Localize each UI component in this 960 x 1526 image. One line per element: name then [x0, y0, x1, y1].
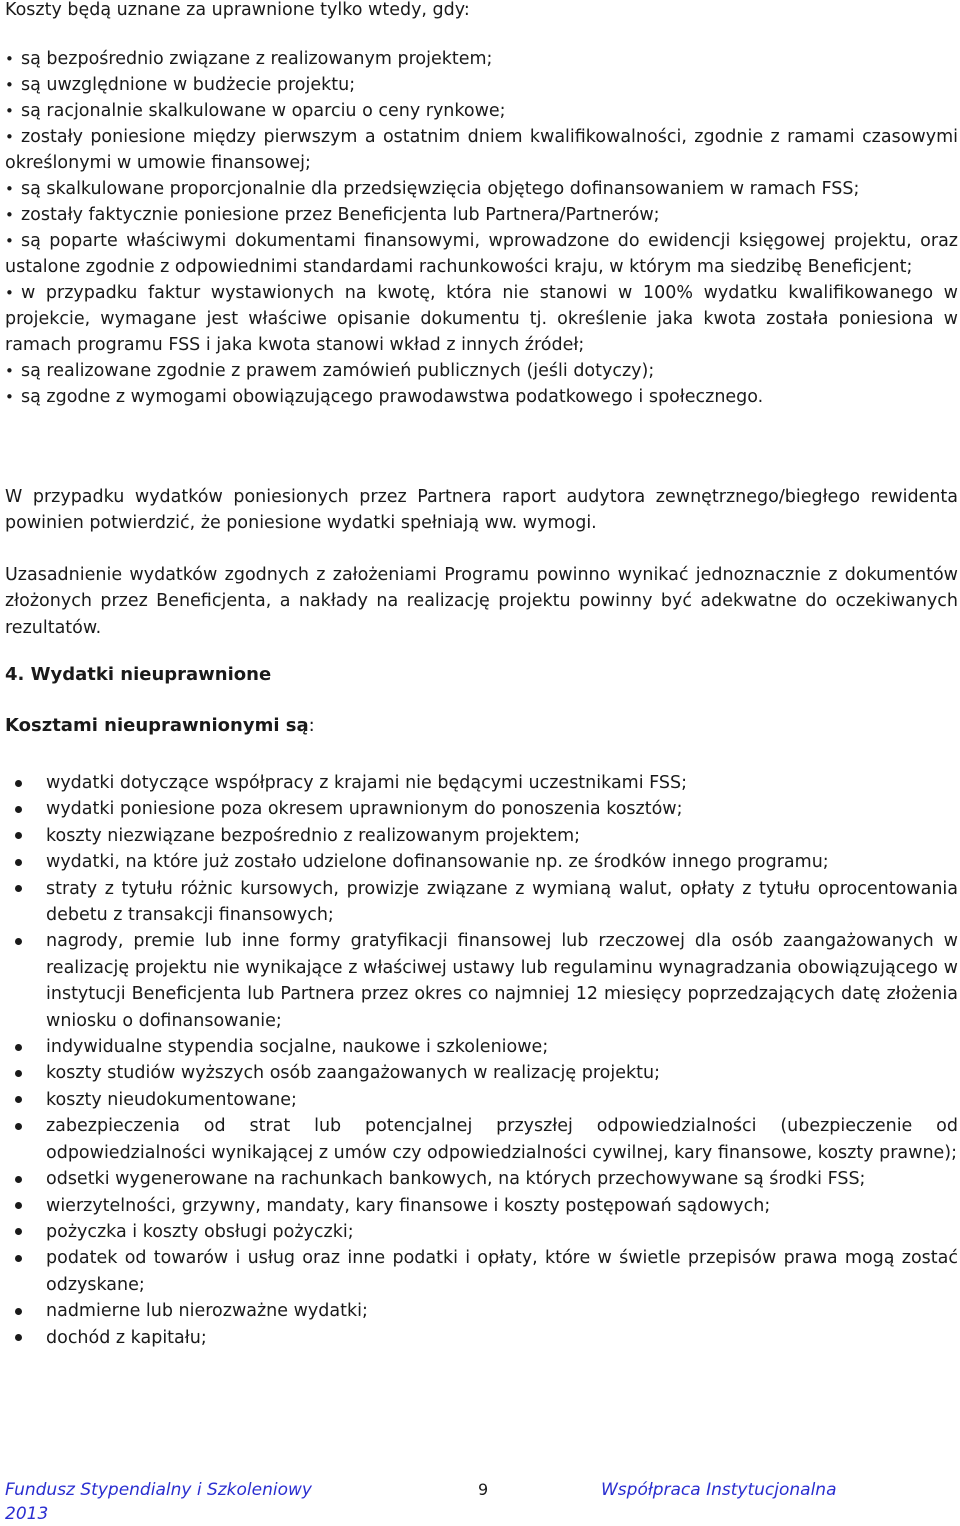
list-item: dochód z kapitału; [5, 1325, 958, 1351]
list-item: wydatki poniesione poza okresem uprawnionym do ponoszenia kosztów; [5, 796, 958, 822]
eligible-costs-list [5, 46, 958, 410]
bullet-icon [15, 1334, 22, 1341]
ineligible-costs-list [5, 770, 958, 1351]
bullet-icon: • [5, 206, 14, 224]
list-item: wydatki, na które już zostało udzielone dofinansowanie np. ze środków innego programu; [5, 849, 958, 875]
bullet-icon: • [5, 180, 14, 198]
bullet-icon [15, 1228, 22, 1235]
list-item: nagrody, premie lub inne formy gratyfikacji finansowej lub rzeczowej dla osób zaangażowanych w realizację projektu nie wynikające z właściwej ustawy lub regulaminu wynagradzania obowiązującego w instytucji Beneficjenta lub Partnera przez okres co najmniej 12 miesięcy poprzedzających datę złożenia wniosku o dofinansowanie; [5, 928, 958, 1034]
list-item: koszty niezwiązane bezpośrednio z realizowanym projektem; [5, 823, 958, 849]
list-item: wierzytelności, grzywny, mandaty, kary finansowe i koszty postępowań sądowych; [5, 1193, 958, 1219]
bullet-icon: • [5, 102, 14, 120]
bullet-icon: • [5, 388, 14, 406]
bullet-icon: • [5, 50, 14, 68]
footer-program-name: Fundusz Stypendialny i Szkoleniowy 2013 [5, 1480, 312, 1524]
bullet-icon: • [5, 284, 14, 302]
bullet-icon: • [5, 76, 14, 94]
list-item: • są bezpośrednio związane z realizowanym projektem; [5, 46, 958, 72]
bullet-icon [15, 780, 22, 787]
list-item: podatek od towarów i usług oraz inne podatki i opłaty, które w świetle przepisów prawa mogą zostać odzyskane; [5, 1245, 958, 1298]
list-item: • w przypadku faktur wystawionych na kwotę, która nie stanowi w 100% wydatku kwalifikowanego w projekcie, wymagane jest właściwe opisanie dokumentu tj. określenie jaka kwota została poniesiona w ramach programu FSS i jaka kwota stanowi wkład z innych źródeł; [5, 280, 958, 358]
list-item: wydatki dotyczące współpracy z krajami nie będącymi uczestnikami FSS; [5, 770, 958, 796]
bullet-icon [15, 1044, 22, 1051]
section-heading: 4. Wydatki nieuprawnione [5, 664, 272, 685]
bullet-icon [15, 1202, 22, 1209]
partner-audit-paragraph: W przypadku wydatków poniesionych przez Partnera raport audytora zewnętrznego/biegłego rewidenta powinien potwierdzić, że poniesione wydatki spełniają ww. wymogi. [5, 487, 958, 534]
list-item: straty z tytułu różnic kursowych, prowizje związane z wymianą walut, opłaty z tytułu oprocentowania debetu z transakcji finansowych; [5, 876, 958, 929]
bullet-icon [15, 859, 22, 866]
list-item: • są realizowane zgodnie z prawem zamówień publicznych (jeśli dotyczy); [5, 358, 958, 384]
list-item: • są skalkulowane proporcjonalnie dla przedsięwzięcia objętego dofinansowaniem w ramach FSS; [5, 176, 958, 202]
list-item: odsetki wygenerowane na rachunkach bankowych, na których przechowywane są środki FSS; [5, 1166, 958, 1192]
bullet-icon [15, 1308, 22, 1315]
bullet-icon [15, 1176, 22, 1183]
footer-section-name: Współpraca Instytucjonalna [601, 1480, 837, 1500]
list-item: • zostały poniesione między pierwszym a ostatnim dniem kwalifikowalności, zgodnie z ramami czasowymi określonymi w umowie finansowej; [5, 124, 958, 176]
list-item: zabezpieczenia od strat lub potencjalnej przyszłej odpowiedzialności (ubezpieczenie od odpowiedzialności wynikającej z umów czy odpowiedzialności cywilnej, kary finansowe, koszty prawne); [5, 1113, 958, 1166]
bullet-icon [15, 832, 22, 839]
list-item: • zostały faktycznie poniesione przez Beneficjenta lub Partnera/Partnerów; [5, 202, 958, 228]
bullet-icon [15, 1070, 22, 1077]
list-item: pożyczka i koszty obsługi pożyczki; [5, 1219, 958, 1245]
bullet-icon: • [5, 232, 14, 250]
bullet-icon [15, 806, 22, 813]
list-item: • są uwzględnione w budżecie projektu; [5, 72, 958, 98]
bullet-icon: • [5, 128, 14, 146]
list-item: koszty nieudokumentowane; [5, 1087, 958, 1113]
eligibility-intro: Koszty będą uznane za uprawnione tylko wtedy, gdy: [5, 0, 470, 20]
list-item: • są poparte właściwymi dokumentami finansowymi, wprowadzone do ewidencji księgowej projektu, oraz ustalone zgodnie z odpowiednimi standardami rachunkowości kraju, w którym ma siedzibę Beneficjent; [5, 228, 958, 280]
bullet-icon [15, 885, 22, 892]
bullet-icon: • [5, 362, 14, 380]
list-item: koszty studiów wyższych osób zaangażowanych w realizację projektu; [5, 1060, 958, 1086]
list-item: • są zgodne z wymogami obowiązującego prawodawstwa podatkowego i społecznego. [5, 384, 958, 410]
bullet-icon [15, 1123, 22, 1130]
list-item: indywidualne stypendia socjalne, naukowe i szkoleniowe; [5, 1034, 958, 1060]
justification-paragraph: Uzasadnienie wydatków zgodnych z założeniami Programu powinno wynikać jednoznacznie z dokumentów złożonych przez Beneficjenta, a nakłady na realizację projektu powinny być adekwatne do oczekiwanych rezultatów. [5, 565, 958, 638]
page-number: 9 [478, 1480, 489, 1499]
bullet-icon [15, 938, 22, 945]
list-item: • są racjonalnie skalkulowane w oparciu o ceny rynkowe; [5, 98, 958, 124]
bullet-icon [15, 1096, 22, 1103]
list-item: nadmierne lub nierozważne wydatki; [5, 1298, 958, 1324]
bullet-icon [15, 1255, 22, 1262]
ineligible-heading: Kosztami nieuprawnionymi są: [5, 715, 315, 736]
